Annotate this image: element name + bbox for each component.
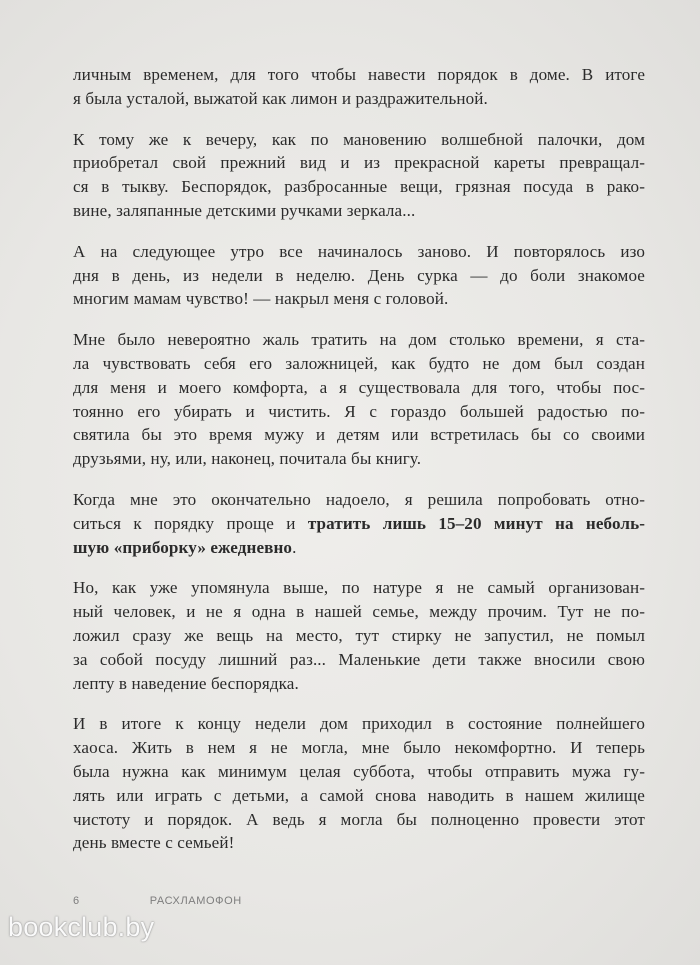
paragraph-1 — [73, 63, 645, 111]
body-text — [73, 63, 645, 872]
site-watermark: bookclub.by — [8, 912, 155, 942]
text-line: день вместе с семьей! — [73, 833, 235, 853]
page-footer — [73, 895, 242, 907]
running-title: РАСХЛАМОФОН — [149, 895, 242, 907]
text-line: чистоту и порядок. А ведь я могла бы полноценно провести этот — [73, 809, 645, 829]
text-line: Когда мне это окончательно надоело, я решила попробовать отно- — [73, 489, 645, 509]
bold-emphasis: шую «приборку» ежедневно — [73, 537, 293, 557]
text-line: ся в тыкву. Беспорядок, разбросанные вещи, грязная посуда в рако- — [73, 177, 645, 197]
text-line: за собой посуду лишний раз... Маленькие дети также вносили свою — [73, 649, 645, 669]
text-line — [73, 512, 645, 536]
text-line: дня в день, из недели в неделю. День сурка — до боли знакомое — [73, 265, 645, 285]
paragraph-4 — [73, 328, 645, 471]
text-line: ла чувствовать себя его заложницей, как будто не дом был создан — [73, 353, 645, 373]
text-line: А на следующее утро все начиналось заново. И повторялось изо — [73, 241, 645, 261]
text-line: ный человек, и не я одна в нашей семье, между прочим. Тут не по- — [73, 602, 645, 622]
plain-text: ситься к порядку проще и — [73, 513, 308, 533]
text-line: многим мамам чувство! — накрыл меня с головой. — [73, 289, 449, 309]
text-line: тоянно его убирать и чистить. Я с гораздо большей радостью по- — [73, 401, 645, 421]
text-line: святила бы это время мужу и детям или встретилась бы со своими — [73, 425, 645, 445]
text-line: для меня и моего комфорта, а я существовала для того, чтобы пос- — [73, 377, 645, 397]
text-line: лять или играть с детьми, а самой снова наводить в нашем жилище — [73, 785, 645, 805]
text-line: Мне было невероятно жаль тратить на дом столько времени, я ста- — [73, 330, 645, 350]
text-line: я была усталой, выжатой как лимон и раздражительной. — [73, 88, 488, 108]
plain-text: . — [292, 537, 297, 557]
text-line: К тому же к вечеру, как по мановению волшебной палочки, дом — [73, 129, 645, 149]
text-line — [73, 536, 645, 560]
bold-emphasis: тратить лишь 15–20 минут на неболь- — [307, 513, 645, 533]
paragraph-5 — [73, 488, 645, 559]
paragraph-7 — [73, 712, 645, 855]
paragraph-3 — [73, 240, 645, 311]
text-line: Но, как уже упомянула выше, по натуре я не самый организован- — [73, 578, 645, 598]
paragraph-6 — [73, 576, 645, 695]
text-line: приобретал свой прежний вид и из прекрасной кареты превращал- — [73, 153, 645, 173]
text-line: хаоса. Жить в нем я не могла, мне было некомфортно. И теперь — [73, 738, 645, 758]
text-line: друзьями, ну, или, наконец, почитала бы книгу. — [73, 449, 422, 469]
text-line: лепту в наведение беспорядка. — [73, 673, 299, 693]
text-line: И в итоге к концу недели дом приходил в состояние полнейшего — [73, 714, 645, 734]
paragraph-2 — [73, 128, 645, 223]
text-line: вине, заляпанные детскими ручками зеркала... — [73, 200, 416, 220]
page-number: 6 — [73, 895, 80, 907]
text-line: ложил сразу же вещь на место, тут стирку не запустил, не помыл — [73, 625, 645, 645]
text-line: личным временем, для того чтобы навести порядок в доме. В итоге — [73, 65, 645, 84]
text-line: была нужна как минимум целая суббота, чтобы отправить мужа гу- — [73, 761, 645, 781]
